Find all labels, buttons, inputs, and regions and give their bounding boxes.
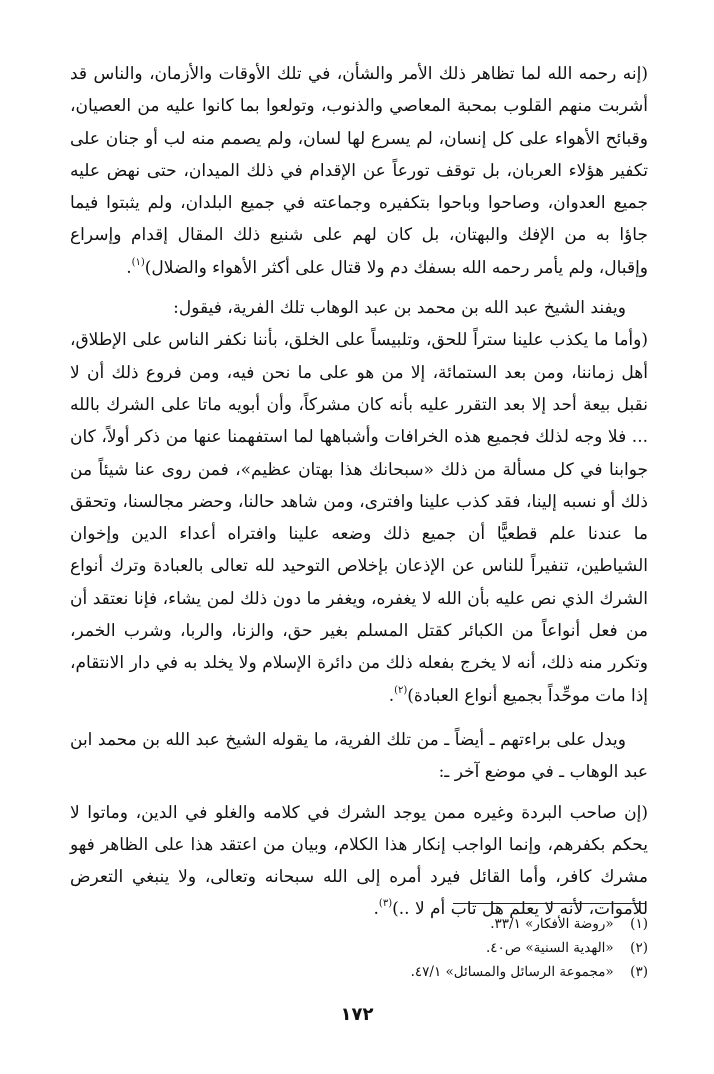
paragraph-5-text: (إن صاحب البردة وغيره ممن يوجد الشرك في كلامه والغلو في الدين، وماتوا لا يحكم بكفرهم، وإنما الواجب إنكار هذا الكلام، وبيان من اعتقد هذا على الظاهر فهو مشرك كافر، وأما القائل فيرد أمره إلى الله سبحانه وتعالى، ولا ينبغي التعرض للأموات، لأنه لا يعلم هل تاب أم لا ..) [70,802,648,920]
footnote-ref-3: (٣) [378,898,393,910]
footnote-3-number: (٣) [630,964,648,980]
footnote-ref-1: (١) [131,256,145,268]
footnote-1-number: (١) [630,916,648,932]
paragraph-5 [70,797,648,926]
footnote-2 [70,936,648,960]
footnote-separator [453,903,645,904]
footnote-3-text: «مجموعة الرسائل والمسائل» ٤٧/١. [410,964,614,980]
paragraph-1-tail: . [126,257,132,278]
paragraph-4 [70,724,648,789]
paragraph-1-text: (إنه رحمه الله لما تظاهر ذلك الأمر والشأن، في تلك الأوقات والأزمان، والناس قد أشربت منهم القلوب بمحبة المعاصي والذنوب، وتولعوا بما كانوا عليه من العصيان، وقبائح الأهواء على كل إنسان، لم يسرع لها لسان، ولم يصمم منه لب أو جنان على تكفير هؤلاء العربان، بل توقف تورعاً عن الإقدام في ذلك الميدان، حتى نهض عليه جميع العدوان، وصاحوا وباحوا بتكفيره وجماعته في جميع البلدان، ولم يثبتوا فيما جاؤا به من الإفك والبهتان، بل كان لهم على شنيع ذلك المقال إقدام وإسراع وإقبال، ولم يأمر رحمه الله بسفك دم ولا قتال على أكثر الأهواء والضلال) [70,64,648,278]
paragraph-2-text: ويفند الشيخ عبد الله بن محمد بن عبد الوهاب تلك الفرية، فيقول: [173,298,626,319]
paragraph-3-tail: . [388,685,395,706]
footnote-1 [70,912,648,936]
footnote-2-number: (٢) [630,940,648,956]
footnote-ref-2: (٢) [394,684,408,696]
footnotes [70,912,648,984]
paragraph-1 [70,58,648,284]
footnote-1-text: «روضة الأفكار» ٣٣/١. [490,916,614,932]
paragraph-3 [70,324,648,712]
page-body [70,58,648,926]
footnote-2-text: «الهدية السنية» ص٤٠. [486,940,614,956]
page-number: ١٧٢ [340,1004,374,1025]
paragraph-5-tail: . [373,899,379,920]
paragraph-3-text: (وأما ما يكذب علينا ستراً للحق، وتلبيساً على الخلق، بأننا نكفر الناس على الإطلاق، أهل زماننا، ومن بعد الستمائة، إلا من هو على ما نحن فيه، ومن فروع ذلك أن لا نقبل بيعة أحد إلا بعد التقرر عليه بأنه كان مشركاً، وأن أبويه ماتا على الشرك بالله ... فلا وجه لذلك فجميع هذه الخرافات وأشباهها لما استفهمنا عنها من ذكر أولاً، كان جوابنا في كل مسألة من ذلك «سبحانك هذا بهتان عظيم»، فمن روى عنا شيئاً من ذلك أو نسبه إلينا، فقد كذب علينا وافترى، ومن شاهد حالنا، وحضر مجالسنا، وتحقق ما عندنا علم قطعيًّا أن جميع ذلك وضعه علينا وافتراه أعداء الدين وإخوان الشياطين، تنفيراً للناس عن الإذعان بإخلاص التوحيد لله تعالى بالعبادة وترك أنواع الشرك الذي نص عليه بأن الله لا يغفره، ويغفر ما دون ذلك لمن يشاء، فإنا نعتقد أن من فعل أنواعاً من الكبائر كقتل المسلم بغير حق، والزنا، والربا، وشرب الخمر، وتكرر منه ذلك، أنه لا يخرج بفعله ذلك من دائرة الإسلام ولا يخلد به في دار الانتقام، إذا مات موحِّداً بجميع أنواع العبادة) [70,330,648,706]
paragraph-4-text: ويدل على براءتهم ـ أيضاً ـ من تلك الفرية، ما يقوله الشيخ عبد الله بن محمد ابن عبد الوهاب ـ في موضع آخر ـ: [70,729,648,783]
paragraph-2 [70,292,648,324]
footnote-3 [70,960,648,984]
